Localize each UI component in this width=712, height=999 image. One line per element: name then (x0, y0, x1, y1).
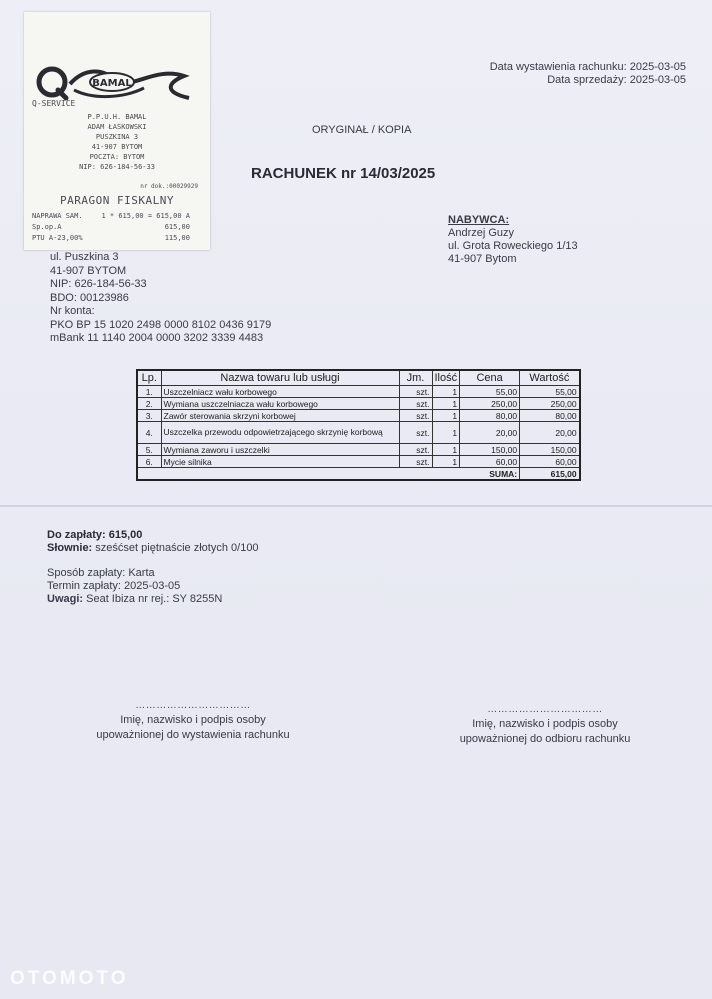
cell-value: 250,00 (520, 398, 580, 410)
cell-price: 55,00 (460, 386, 520, 398)
cell-lp: 4. (137, 422, 161, 444)
receipt-subtotal-label: Sp.op.A (32, 223, 62, 231)
cell-name: Wymiana uszczelniacza wału korbowego (161, 398, 399, 410)
buyer-block (448, 214, 578, 266)
receipt-heading: PARAGON FISKALNY (60, 194, 174, 207)
sum-value: 615,00 (520, 468, 580, 481)
col-header-qty: Ilość (432, 370, 460, 386)
cell-value: 80,00 (520, 410, 580, 422)
cell-lp: 1. (137, 386, 161, 398)
due-label: Do zapłaty: (47, 529, 106, 541)
account-pko: PKO BP 15 1020 2498 0000 8102 0436 9179 (50, 318, 272, 331)
table-row (137, 422, 580, 444)
cell-qty: 1 (432, 422, 460, 444)
sum-label: SUMA: (137, 468, 520, 481)
cell-lp: 6. (137, 456, 161, 468)
seller-city: 41-907 BYTOM (50, 264, 127, 277)
cell-unit: szt. (399, 422, 432, 444)
issue-date: Data wystawienia rachunku: 2025-03-05 (489, 61, 686, 73)
col-header-value: Wartość (520, 370, 580, 386)
cell-price: 80,00 (460, 410, 520, 422)
cell-lp: 2. (137, 398, 161, 410)
table-row (137, 410, 580, 422)
notes-value: Seat Ibiza nr rej.: SY 8255N (86, 593, 223, 605)
cell-unit: szt. (399, 410, 432, 422)
cell-qty: 1 (432, 410, 460, 422)
receipt-item-calc: 1 * 615,00 = 615,00 A (101, 212, 190, 220)
receipt-line: POCZTA: BYTOM (89, 153, 145, 161)
account-mbank: mBank 11 1140 2004 0000 3202 3339 4483 (50, 332, 264, 344)
words-value: sześćset piętnaście złotych 0/100 (95, 542, 259, 554)
table-row (137, 456, 580, 468)
cell-name: Uszczelka przewodu odpowietrzającego skrzynię korbową (161, 422, 399, 444)
cell-qty: 1 (432, 386, 460, 398)
cell-price: 250,00 (460, 398, 520, 410)
seller-bdo: BDO: 00123986 (50, 291, 129, 304)
invoice-dates (490, 61, 686, 87)
receipt-line: P.P.U.H. BAMAL (87, 113, 147, 121)
receiver-caption-1: Imię, nazwisko i podpis osoby (472, 718, 618, 730)
cell-name: Uszczelniacz wału korbowego (161, 386, 399, 398)
notes-label: Uwagi: (47, 593, 84, 605)
cell-value: 150,00 (520, 444, 580, 456)
cell-qty: 1 (432, 456, 460, 468)
seller-nip: NIP: 626-184-56-33 (50, 278, 147, 290)
payment-term: Termin zapłaty: 2025-03-05 (47, 580, 181, 592)
cell-price: 60,00 (460, 456, 520, 468)
copy-label: ORYGINAŁ / KOPIA (312, 124, 412, 136)
cell-value: 60,00 (520, 456, 580, 468)
receipt-doc-number: nr dok.:00029929 (140, 183, 198, 190)
otomoto-watermark: OTOMOTO (10, 968, 129, 989)
table-row (137, 444, 580, 456)
seller-block (50, 251, 271, 346)
receipt-line: ADAM ŁASKOWSKI (87, 123, 147, 131)
issuer-caption-2: upoważnionej do wystawienia rachunku (96, 729, 290, 741)
signature-line: …………………………… (135, 700, 251, 711)
receipt-service: Q-SERVICE (32, 99, 76, 108)
receipt-line: 41-907 BYTOM (91, 143, 143, 151)
col-header-lp: Lp. (137, 370, 161, 386)
cell-value: 55,00 (520, 386, 580, 398)
receipt-vat-value: 115,00 (164, 234, 190, 242)
logo-text: BAMAL (92, 78, 132, 89)
buyer-city: 41-907 Bytom (448, 253, 517, 265)
col-header-price: Cena (460, 370, 520, 386)
issuer-caption-1: Imię, nazwisko i podpis osoby (120, 714, 266, 726)
col-header-name: Nazwa towaru lub usługi (161, 370, 399, 386)
cell-name: Mycie silnika (161, 456, 399, 468)
receiver-signature (440, 702, 650, 747)
sale-date: Data sprzedaży: 2025-03-05 (547, 74, 686, 86)
invoice-title: RACHUNEK nr 14/03/2025 (251, 165, 436, 182)
receiver-caption-2: upoważnionej do odbioru rachunku (459, 733, 631, 745)
payment-method: Sposób zapłaty: Karta (47, 567, 155, 579)
items-table (136, 369, 581, 481)
payment-summary (47, 529, 259, 555)
fiscal-receipt (24, 12, 210, 250)
cell-qty: 1 (432, 398, 460, 410)
cell-lp: 5. (137, 444, 161, 456)
cell-qty: 1 (432, 444, 460, 456)
table-row (137, 386, 580, 398)
buyer-street: ul. Grota Roweckiego 1/13 (448, 240, 578, 252)
buyer-name: Andrzej Guzy (448, 227, 515, 239)
receipt-header-lines (24, 112, 210, 172)
table-sum-row (137, 468, 580, 481)
paper-fold (0, 505, 712, 507)
cell-price: 150,00 (460, 444, 520, 456)
receipt-line: PUSZKINA 3 (95, 133, 139, 141)
issuer-signature (88, 698, 298, 743)
cell-value: 20,00 (520, 422, 580, 444)
table-header-row (137, 370, 580, 386)
cell-unit: szt. (399, 444, 432, 456)
words-label: Słownie: (47, 542, 93, 554)
account-label: Nr konta: (50, 305, 95, 317)
due-value: 615,00 (108, 529, 143, 541)
cell-unit: szt. (399, 386, 432, 398)
buyer-heading: NABYWCA: (448, 214, 510, 226)
cell-lp: 3. (137, 410, 161, 422)
receipt-vat-label: PTU A-23,00% (32, 234, 83, 242)
cell-price: 20,00 (460, 422, 520, 444)
payment-details (47, 567, 222, 606)
cell-unit: szt. (399, 398, 432, 410)
seller-street: ul. Puszkina 3 (50, 251, 119, 263)
cell-name: Wymiana zaworu i uszczelki (161, 444, 399, 456)
cell-unit: szt. (399, 456, 432, 468)
receipt-item-name: NAPRAWA SAM. (32, 212, 83, 220)
receipt-subtotal-value: 615,00 (164, 223, 190, 231)
receipt-line: NIP: 626-184-56-33 (79, 163, 155, 171)
col-header-unit: Jm. (399, 370, 432, 386)
cell-name: Zawór sterowania skrzyni korbowej (161, 410, 399, 422)
signature-line: …………………………… (487, 704, 603, 715)
table-row (137, 398, 580, 410)
